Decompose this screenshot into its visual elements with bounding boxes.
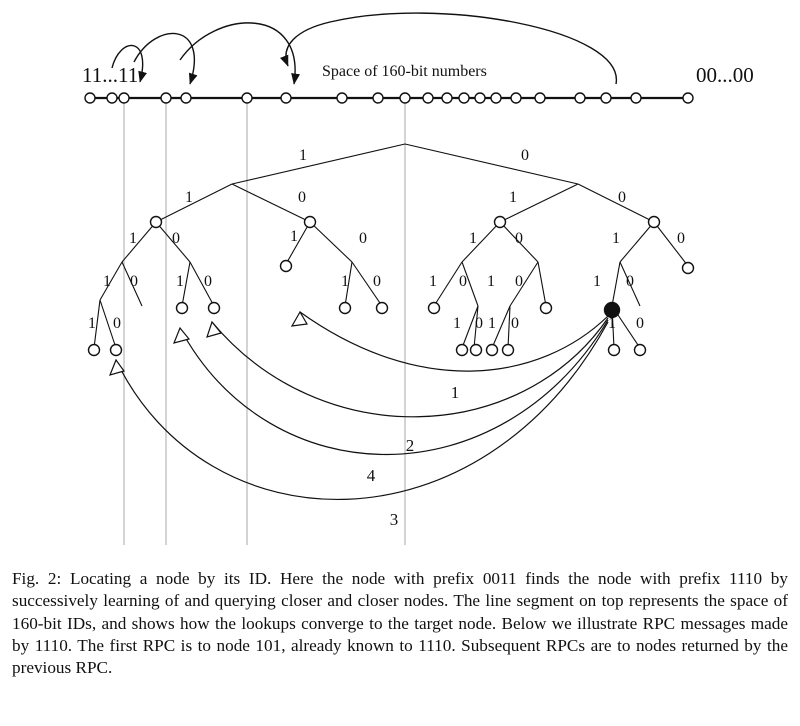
bit-L2-d: 0 (618, 189, 626, 206)
bit-L4-d: 0 (204, 273, 212, 290)
bit-L3-d: 0 (359, 230, 367, 247)
bit-L4-l: 0 (626, 273, 634, 290)
bit-L4-f: 0 (373, 273, 381, 290)
bit-L5-f: 0 (511, 315, 519, 332)
bit-L4-h: 0 (459, 273, 467, 290)
bit-L5-e: 1 (488, 315, 496, 332)
guide-lines (124, 98, 405, 545)
bit-L3-g: 1 (612, 230, 620, 247)
bit-L4-b: 0 (130, 273, 138, 290)
rpc-curves (110, 312, 608, 529)
bit-L2-a: 1 (185, 189, 193, 206)
axis-left-label: 11...11 (82, 63, 139, 87)
bit-L3-e: 1 (469, 230, 477, 247)
rpc-label-3: 3 (389, 510, 399, 529)
rpc-curve-4 (180, 320, 608, 455)
rpc-label-2: 2 (405, 436, 415, 455)
bit-L3-a: 1 (129, 230, 137, 247)
bit-L4-i: 1 (487, 273, 495, 290)
bit-L4-k: 1 (593, 273, 601, 290)
bit-L2-b: 0 (298, 189, 306, 206)
bit-L4-a: 1 (103, 273, 111, 290)
bit-L5-h: 0 (636, 315, 644, 332)
rpc-curve-2 (212, 318, 608, 417)
rpc-curve-3 (116, 322, 608, 499)
bit-L5-a: 1 (88, 315, 96, 332)
bit-L5-c: 1 (453, 315, 461, 332)
axis-title: Space of 160-bit numbers (322, 63, 487, 80)
bit-L3-h: 0 (677, 230, 685, 247)
bit-L3-b: 0 (172, 230, 180, 247)
figure-caption: Fig. 2: Locating a node by its ID. Here the node with prefix 0011 finds the node with prefix 1110 by successively learning of and querying closer and closer nodes. The line segment on top represents the space of 160-bit IDs, and shows how the lookups converge to the target node. Below we illustrate RPC messages made by 1110. The first RPC is to node 101, already known to 1110. Subsequent RPCs are to nodes returned by the previous RPC. (12, 569, 788, 678)
bit-L1-1: 1 (299, 147, 307, 164)
bit-L5-d: 0 (475, 315, 483, 332)
bit-L4-j: 0 (515, 273, 523, 290)
bit-L5-b: 0 (113, 315, 121, 332)
bit-L2-c: 1 (509, 189, 517, 206)
bit-L3-c: 1 (290, 228, 298, 245)
bit-L4-g: 1 (429, 273, 437, 290)
rpc-label-4: 4 (366, 466, 376, 485)
id-space-axis (85, 93, 693, 103)
node-0011 (281, 261, 292, 272)
bit-L1-0: 0 (521, 147, 529, 164)
rpc-arrowhead-1 (292, 312, 307, 326)
rpc-label-1: 1 (450, 383, 460, 402)
tree-edges (94, 144, 688, 348)
axis-right-label: 00...00 (696, 63, 754, 87)
bit-L3-f: 0 (515, 230, 523, 247)
bit-L5-g: 1 (608, 315, 616, 332)
bit-L4-e: 1 (341, 273, 349, 290)
bit-L4-c: 1 (176, 273, 184, 290)
rpc-arrowhead-2 (207, 322, 221, 337)
